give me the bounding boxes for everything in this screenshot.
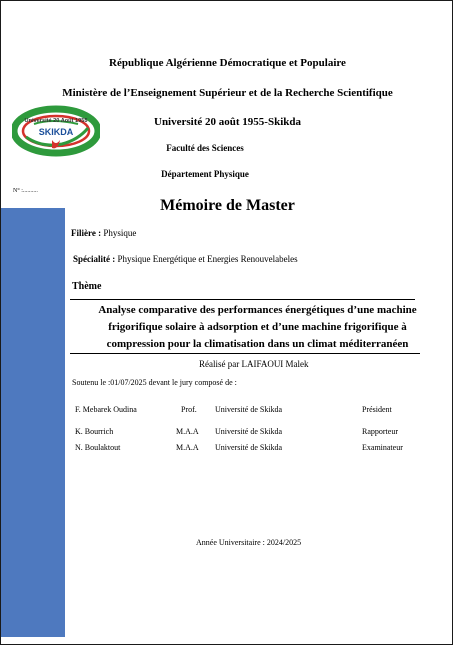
- defense-line: Soutenu le :01/07/2025 devant le jury composé de :: [72, 378, 237, 387]
- jury-member-institution: Université de Skikda: [215, 443, 283, 452]
- jury-member-name: N. Boulaktout: [75, 443, 121, 452]
- jury-member-grade: M.A.A: [176, 427, 199, 436]
- author-line: Réalisé par LAIFAOUI Malek: [199, 359, 309, 369]
- logo-ring-text: Université 20 Août 1955: [24, 118, 88, 124]
- logo-name: SKIKDA: [38, 127, 74, 137]
- faculty-name: Faculté des Sciences: [166, 143, 244, 153]
- jury-member-role: Président: [362, 405, 392, 414]
- registration-number: N° :..........: [13, 188, 38, 194]
- thesis-title-line: frigorifique solaire à adsorption et d’une machine frigorifique à: [108, 321, 407, 333]
- specialite-value: Physique Energétique et Energies Renouvelabeles: [117, 254, 298, 264]
- jury-member-role: Rapporteur: [362, 427, 398, 436]
- republic-heading: République Algérienne Démocratique et Populaire: [109, 57, 346, 69]
- jury-member-name: F. Mebarek Oudina: [75, 405, 137, 414]
- academic-year: Année Universitaire : 2024/2025: [196, 538, 302, 547]
- filiere-line: [71, 228, 136, 238]
- specialite-label: Spécialité :: [73, 254, 116, 264]
- jury-member-grade: Prof.: [181, 405, 197, 414]
- department-name: Département Physique: [161, 169, 249, 179]
- jury-member-name: K. Bourrich: [75, 427, 114, 436]
- theme-label: Thème: [72, 281, 102, 292]
- ministry-heading: Ministère de l’Enseignement Supérieur et de la Recherche Scientifique: [62, 87, 393, 99]
- side-color-bar: [1, 208, 65, 637]
- title-bottom-rule: [70, 353, 420, 354]
- title-top-rule: [70, 299, 415, 300]
- thesis-title: [70, 302, 445, 353]
- thesis-title-line: compression pour la climatisation dans un climat méditerranéen: [106, 338, 409, 350]
- filiere-value: Physique: [103, 228, 137, 238]
- document-type-title: Mémoire de Master: [160, 197, 295, 214]
- jury-member-role: Examinateur: [362, 443, 403, 452]
- filiere-label: Filière :: [71, 228, 102, 238]
- specialite-line: [73, 254, 298, 264]
- thesis-title-line: Analyse comparative des performances énergétiques d’une machine: [98, 304, 417, 316]
- jury-member-grade: M.A.A: [176, 443, 199, 452]
- university-name: Université 20 août 1955-Skikda: [154, 116, 301, 128]
- jury-member-institution: Université de Skikda: [215, 427, 283, 436]
- jury-member-institution: Université de Skikda: [215, 405, 283, 414]
